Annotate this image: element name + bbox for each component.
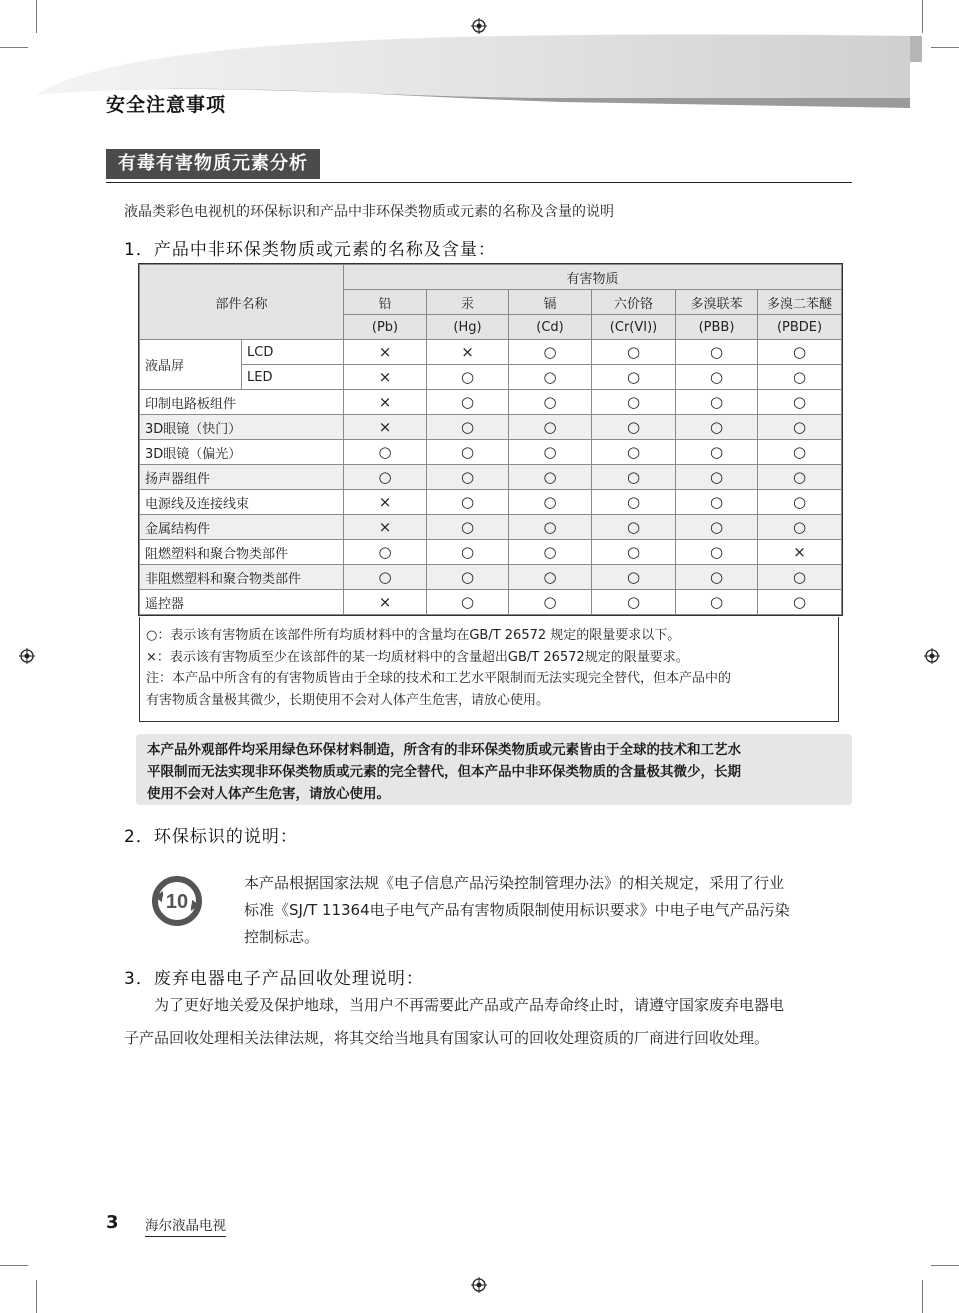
substance-mark: ○: [592, 465, 676, 490]
substance-mark: ○: [509, 540, 592, 565]
crop-mark: [922, 1280, 923, 1313]
substance-mark: ○: [676, 390, 758, 415]
note-line: ○：表示该有害物质在该部件所有均质材料中的含量均在GB/T 26572 规定的限量要求以下。: [146, 628, 681, 643]
registration-mark-icon: [924, 648, 940, 664]
substance-mark: ○: [509, 340, 592, 365]
part-name: 非阻燃塑料和聚合物类部件: [140, 565, 344, 590]
substance-symbol: (PBB): [676, 315, 758, 340]
substance-mark: ○: [427, 590, 509, 615]
substance-mark: ○: [344, 440, 427, 465]
substance-mark: ×: [344, 340, 427, 365]
substance-symbol: (PBDE): [758, 315, 842, 340]
substance-mark: ○: [676, 415, 758, 440]
part-name: 金属结构件: [140, 515, 344, 540]
substance-mark: ○: [676, 540, 758, 565]
substance-symbol: (Cd): [509, 315, 592, 340]
divider: [106, 182, 852, 183]
substance-mark: ○: [509, 590, 592, 615]
substance-mark: ○: [592, 565, 676, 590]
substance-mark: ×: [344, 515, 427, 540]
part-name: 阻燃塑料和聚合物类部件: [140, 540, 344, 565]
eco-text-line: 标准《SJ/T 11364电子电气产品有害物质限制使用标识要求》中电子电气产品污染: [244, 901, 790, 919]
registration-mark-icon: [471, 1277, 487, 1293]
substance-mark: ×: [758, 540, 842, 565]
substance-mark: ○: [344, 540, 427, 565]
substance-mark: ○: [592, 590, 676, 615]
substance-mark: ○: [592, 390, 676, 415]
substance-mark: ○: [758, 365, 842, 390]
substance-mark: ○: [592, 515, 676, 540]
substance-symbol: (Hg): [427, 315, 509, 340]
table-notes: [139, 617, 839, 722]
substance-mark: ○: [758, 465, 842, 490]
substance-mark: ○: [509, 515, 592, 540]
substance-mark: ○: [592, 340, 676, 365]
highlight-line: 使用不会对人体产生危害，请放心使用。: [147, 786, 390, 802]
substance-mark: ○: [676, 515, 758, 540]
part-name: LED: [242, 365, 344, 390]
eco-text-line: 控制标志。: [244, 928, 320, 946]
eco-text-line: 本产品根据国家法规《电子信息产品污染控制管理办法》的相关规定，采用了行业: [244, 874, 785, 892]
substance-mark: ×: [427, 340, 509, 365]
table-row: [140, 390, 842, 415]
table-row: [140, 540, 842, 565]
substance-mark: ○: [758, 390, 842, 415]
highlight-line: 平限制而无法实现非环保类物质或元素的完全替代，但本产品中非环保类物质的含量极其微少，长期: [147, 764, 741, 780]
substance-mark: ○: [592, 440, 676, 465]
crop-mark: [36, 1280, 37, 1313]
substance-name: 镉: [509, 290, 592, 315]
substance-mark: ○: [676, 465, 758, 490]
substance-mark: ○: [427, 465, 509, 490]
heading-eco-label: 2．环保标识的说明：: [124, 827, 298, 847]
substance-mark: ○: [427, 490, 509, 515]
part-name: 3D眼镜（偏光）: [140, 440, 344, 465]
substance-mark: ○: [676, 565, 758, 590]
recycle-text-line: 子产品回收处理相关法律法规，将其交给当地具有国家认可的回收处理资质的厂商进行回收处理。: [124, 1029, 770, 1047]
substance-mark: ○: [427, 565, 509, 590]
part-name: 扬声器组件: [140, 465, 344, 490]
note-line: 有害物质含量极其微少，长期使用不会对人体产生危害，请放心使用。: [146, 692, 550, 708]
table-row: [140, 565, 842, 590]
highlight-line: 本产品外观部件均采用绿色环保材料制造，所含有的非环保类物质或元素皆由于全球的技术和工艺水: [147, 742, 741, 758]
substance-mark: ○: [676, 490, 758, 515]
note-line: 注：本产品中所含有的有害物质皆由于全球的技术和工艺水平限制而无法实现完全替代，但本产品中的: [146, 671, 732, 686]
part-name: 电源线及连接线束: [140, 490, 344, 515]
substance-mark: ○: [758, 340, 842, 365]
hazard-substance-header: 有害物质: [344, 265, 842, 290]
substance-mark: ×: [344, 390, 427, 415]
registration-mark-icon: [19, 648, 35, 664]
substance-name: 铅: [344, 290, 427, 315]
part-group-name: 液晶屏: [140, 340, 242, 390]
substance-name: 六价铬: [592, 290, 676, 315]
substance-mark: ○: [676, 340, 758, 365]
substance-name: 多溴联苯: [676, 290, 758, 315]
substance-mark: ○: [758, 590, 842, 615]
substance-mark: ×: [344, 365, 427, 390]
subsection-title: 有毒有害物质元素分析: [106, 149, 320, 179]
table-row: [140, 515, 842, 540]
substance-name: 多溴二苯醚: [758, 290, 842, 315]
table-row: [140, 365, 842, 390]
heading-hazard-content: 1．产品中非环保类物质或元素的名称及含量：: [124, 240, 496, 260]
page-number: 3: [106, 1212, 119, 1233]
note-line: ×：表示该有害物质至少在该部件的某一均质材料中的含量超出GB/T 26572规定的限量要求。: [146, 649, 689, 665]
substance-mark: ○: [592, 365, 676, 390]
crop-mark: [931, 1265, 959, 1266]
substance-symbol: (Pb): [344, 315, 427, 340]
substance-symbol: (Cr(VI)): [592, 315, 676, 340]
substance-mark: ○: [758, 515, 842, 540]
part-name: LCD: [242, 340, 344, 365]
table-row: [140, 590, 842, 615]
substance-mark: ○: [427, 365, 509, 390]
substance-mark: ×: [344, 415, 427, 440]
recycling-text: [124, 989, 854, 1055]
substance-mark: ○: [758, 490, 842, 515]
substance-mark: ○: [344, 465, 427, 490]
substance-mark: ○: [592, 415, 676, 440]
part-name: 3D眼镜（快门）: [140, 415, 344, 440]
eco-label-text: [244, 870, 854, 951]
substance-mark: ○: [427, 540, 509, 565]
substance-mark: ○: [676, 440, 758, 465]
table-row: [140, 440, 842, 465]
substance-mark: ○: [509, 490, 592, 515]
crop-mark: [0, 1265, 28, 1266]
part-name-header: 部件名称: [140, 265, 344, 340]
substance-mark: ○: [592, 490, 676, 515]
part-name: 遥控器: [140, 590, 344, 615]
substance-mark: ○: [344, 565, 427, 590]
eco-label-number: 10: [165, 891, 189, 913]
substance-mark: ○: [758, 440, 842, 465]
footer-brand: 海尔液晶电视: [145, 1214, 226, 1237]
substance-mark: ○: [509, 440, 592, 465]
table-row: [140, 340, 842, 365]
substance-mark: ○: [509, 365, 592, 390]
substance-mark: ○: [427, 415, 509, 440]
substance-mark: ○: [427, 390, 509, 415]
substance-mark: ○: [676, 590, 758, 615]
substance-mark: ○: [509, 415, 592, 440]
substance-mark: ○: [427, 515, 509, 540]
substance-mark: ○: [427, 440, 509, 465]
table-row: [140, 490, 842, 515]
eco-label-10-icon: [149, 873, 205, 929]
table-row: [140, 465, 842, 490]
substance-mark: ○: [758, 415, 842, 440]
table-body: [140, 340, 842, 615]
substance-name: 汞: [427, 290, 509, 315]
hazardous-substance-table: [139, 264, 842, 615]
substance-mark: ○: [509, 390, 592, 415]
heading-recycling: 3．废弃电器电子产品回收处理说明：: [124, 969, 424, 989]
intro-text: 液晶类彩色电视机的环保标识和产品中非环保类物质或元素的名称及含量的说明: [124, 204, 614, 220]
substance-mark: ○: [592, 540, 676, 565]
substance-mark: ×: [344, 490, 427, 515]
substance-mark: ×: [344, 590, 427, 615]
recycle-text-line: 为了更好地关爱及保护地球，当用户不再需要此产品或产品寿命终止时，请遵守国家废弃电器电: [124, 996, 785, 1014]
substance-mark: ○: [509, 465, 592, 490]
highlight-box: [136, 734, 852, 805]
substance-mark: ○: [758, 565, 842, 590]
substance-mark: ○: [509, 565, 592, 590]
section-title: 安全注意事项: [106, 94, 227, 116]
table-row: [140, 415, 842, 440]
substance-mark: ○: [676, 365, 758, 390]
part-name: 印制电路板组件: [140, 390, 344, 415]
